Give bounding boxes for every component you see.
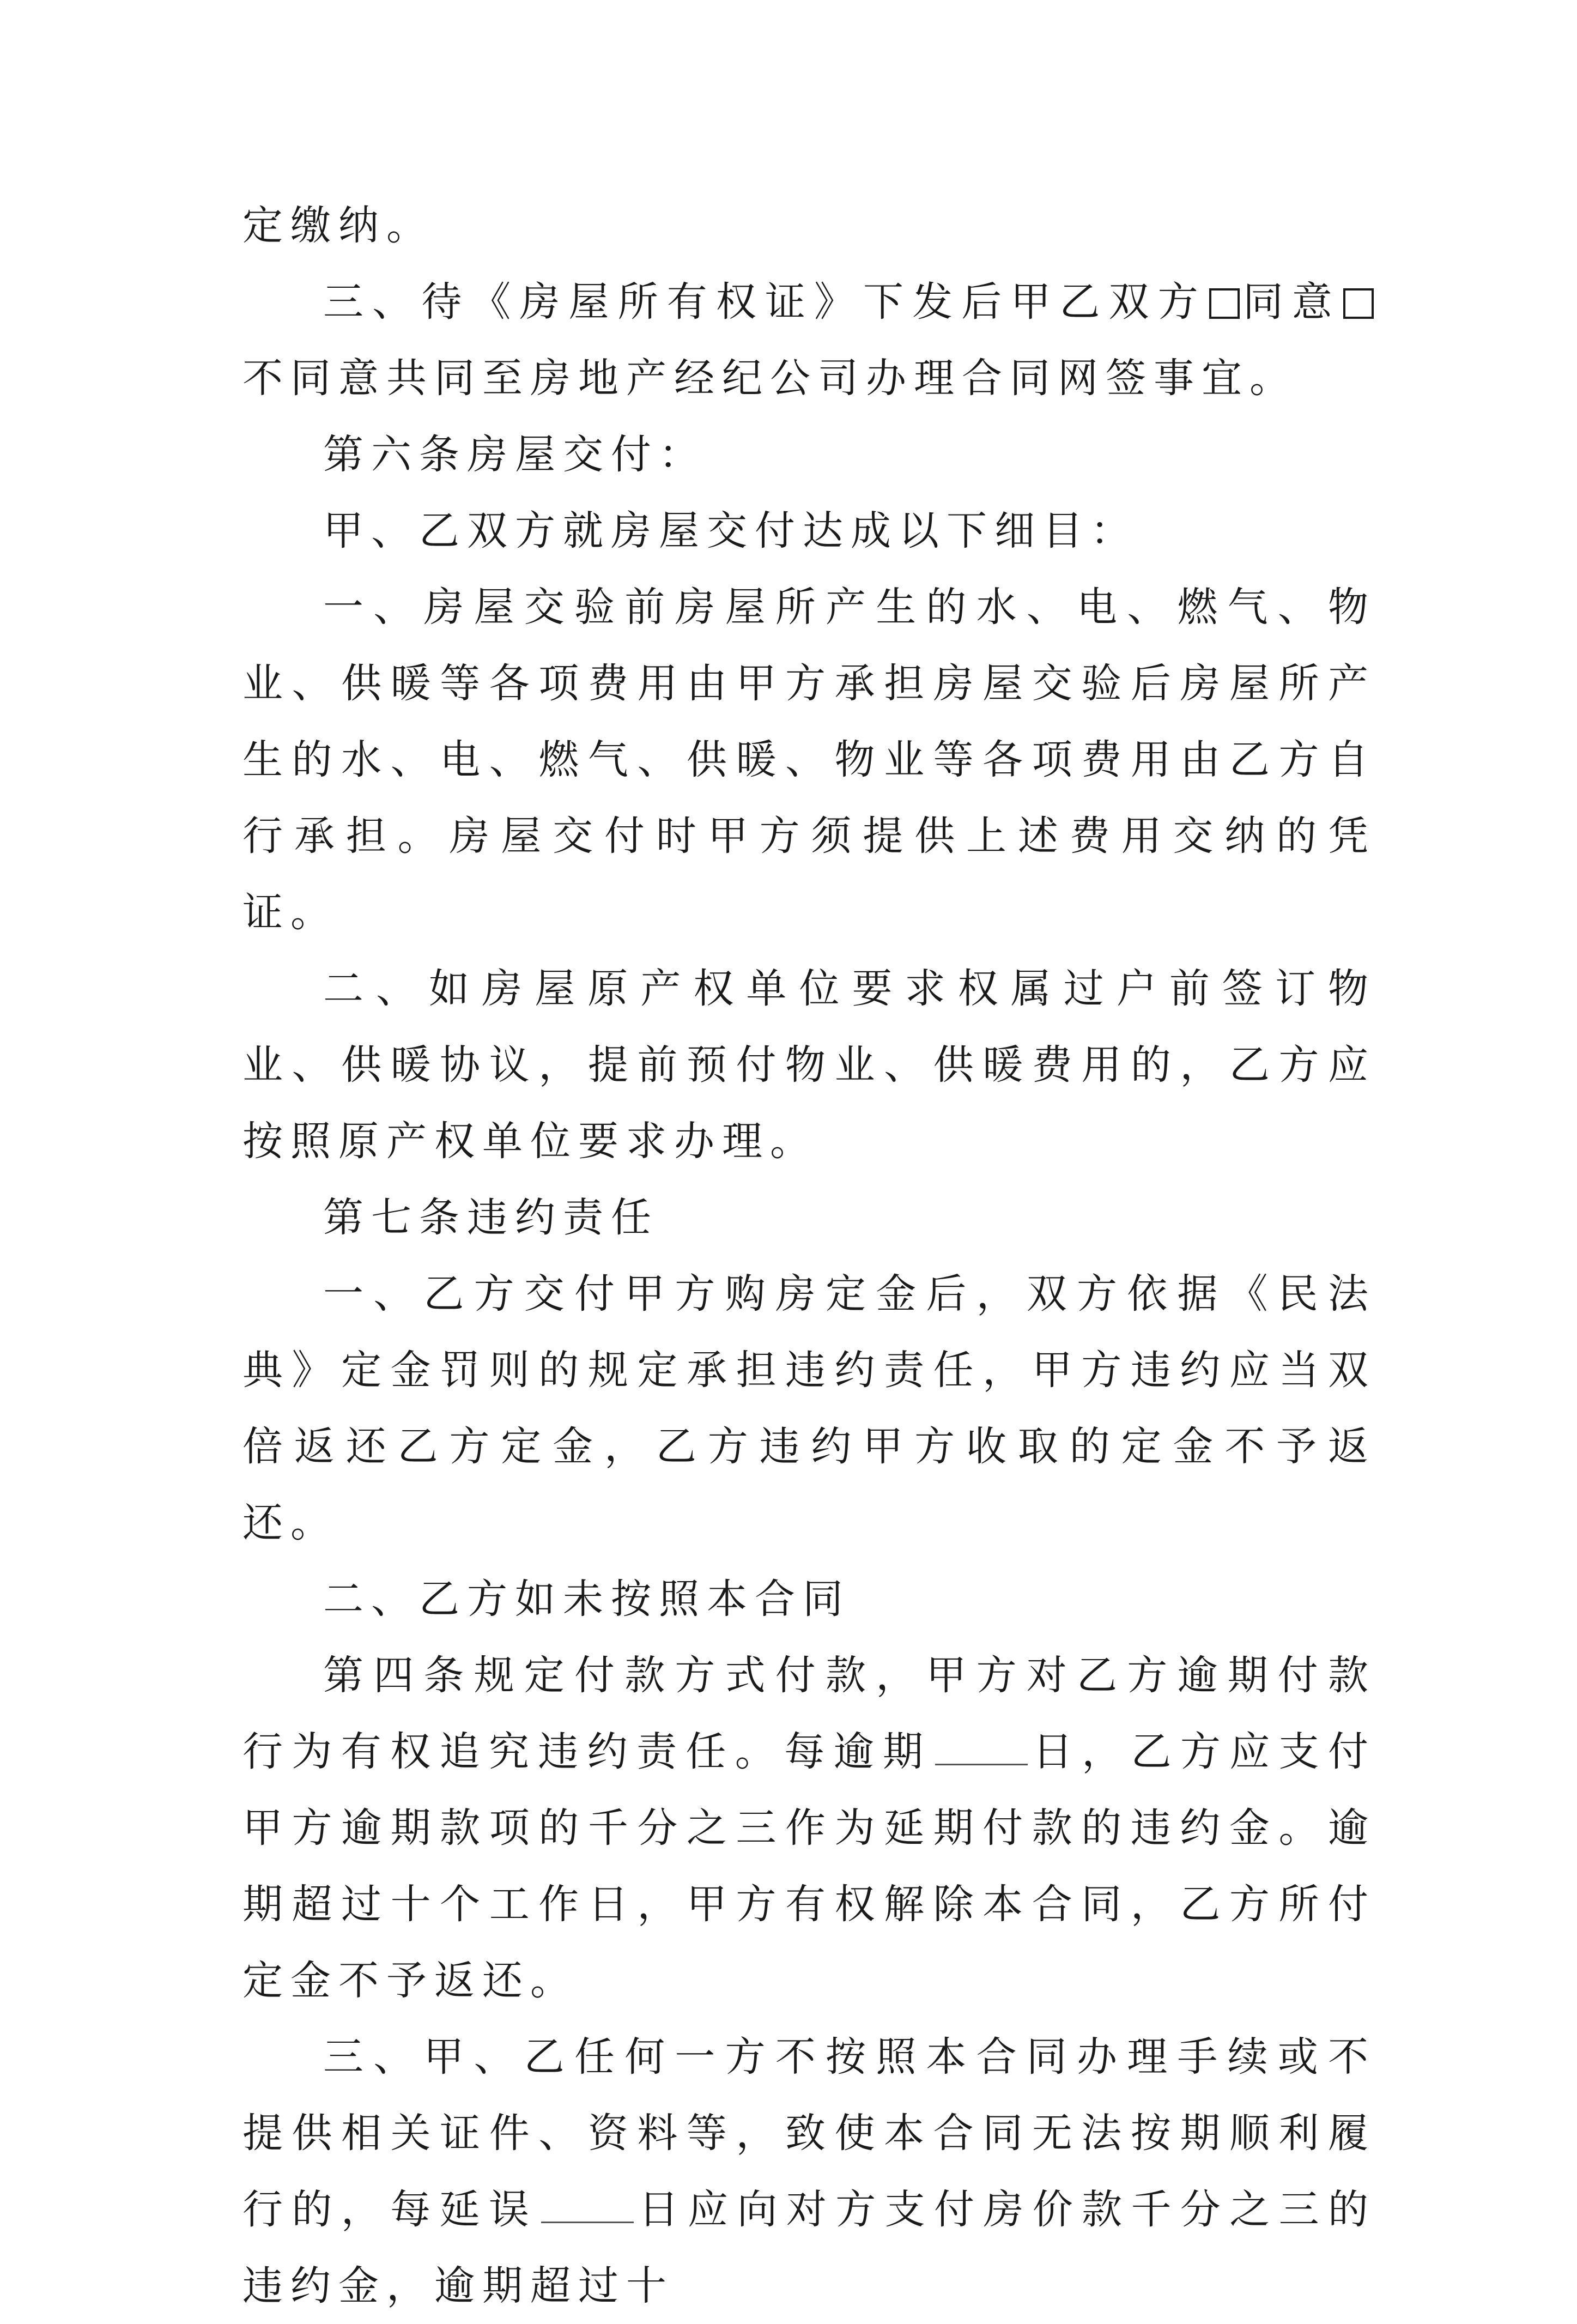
paragraph-deposit-liability: 一、乙方交付甲方购房定金后，双方依据《民法典》定金罚则的规定承担违约责任，甲方违约应当双倍返还乙方定金，乙方违约甲方收取的定金不予返还。 [242, 1270, 1376, 1546]
paragraph-late-payment: 第四条规定付款方式付款，甲方对乙方逾期付款行为有权追究违约责任。每逾期 日，乙方应支付甲方逾期款项的千分之三作为延期付款的违约金。逾期超过十个工作日，甲方有权解除本合同，乙方所付定金不予返还。 [242, 1652, 1376, 2004]
paragraph-buyer-default: 二、乙方如未按照本合同 [323, 1576, 851, 1623]
checkbox-agree[interactable] [1209, 288, 1240, 319]
paragraph-mutual-default: 三、甲、乙任何一方不按照本合同办理手续或不提供相关证件、资料等，致使本合同无法按期顺利履行的，每延误 日应向对方支付房价款千分之三的违约金，逾期超过十 [242, 2034, 1376, 2309]
blank-days-field[interactable] [935, 1731, 1028, 1765]
paragraph-online-signing: 三、待《房屋所有权证》下发后甲乙双方 同意不同意共同至房地产经纪公司办理合同网签事宜。 [242, 264, 1376, 416]
heading-article-6: 第六条房屋交付： [323, 431, 707, 478]
paragraph-payment-end: 定缴纳。 [242, 202, 434, 249]
paragraph-delivery-intro: 甲、乙双方就房屋交付达成以下细目： [323, 507, 1138, 554]
checkbox-disagree[interactable] [1343, 288, 1374, 319]
paragraph-delivery-fees: 一、房屋交验前房屋所产生的水、电、燃气、物业、供暖等各项费用由甲方承担房屋交验后房屋所产生的水、电、燃气、供暖、物业等各项费用由乙方自行承担。房屋交付时甲方须提供上述费用交纳的凭证。 [242, 584, 1376, 936]
document-body [242, 187, 1376, 2324]
blank-delay-days-field[interactable] [541, 2189, 634, 2223]
paragraph-delivery-agreement: 二、如房屋原产权单位要求权属过户前签订物业、供暖协议，提前预付物业、供暖费用的，乙方应按照原产权单位要求办理。 [242, 965, 1376, 1165]
heading-article-7: 第七条违约责任 [323, 1194, 659, 1241]
